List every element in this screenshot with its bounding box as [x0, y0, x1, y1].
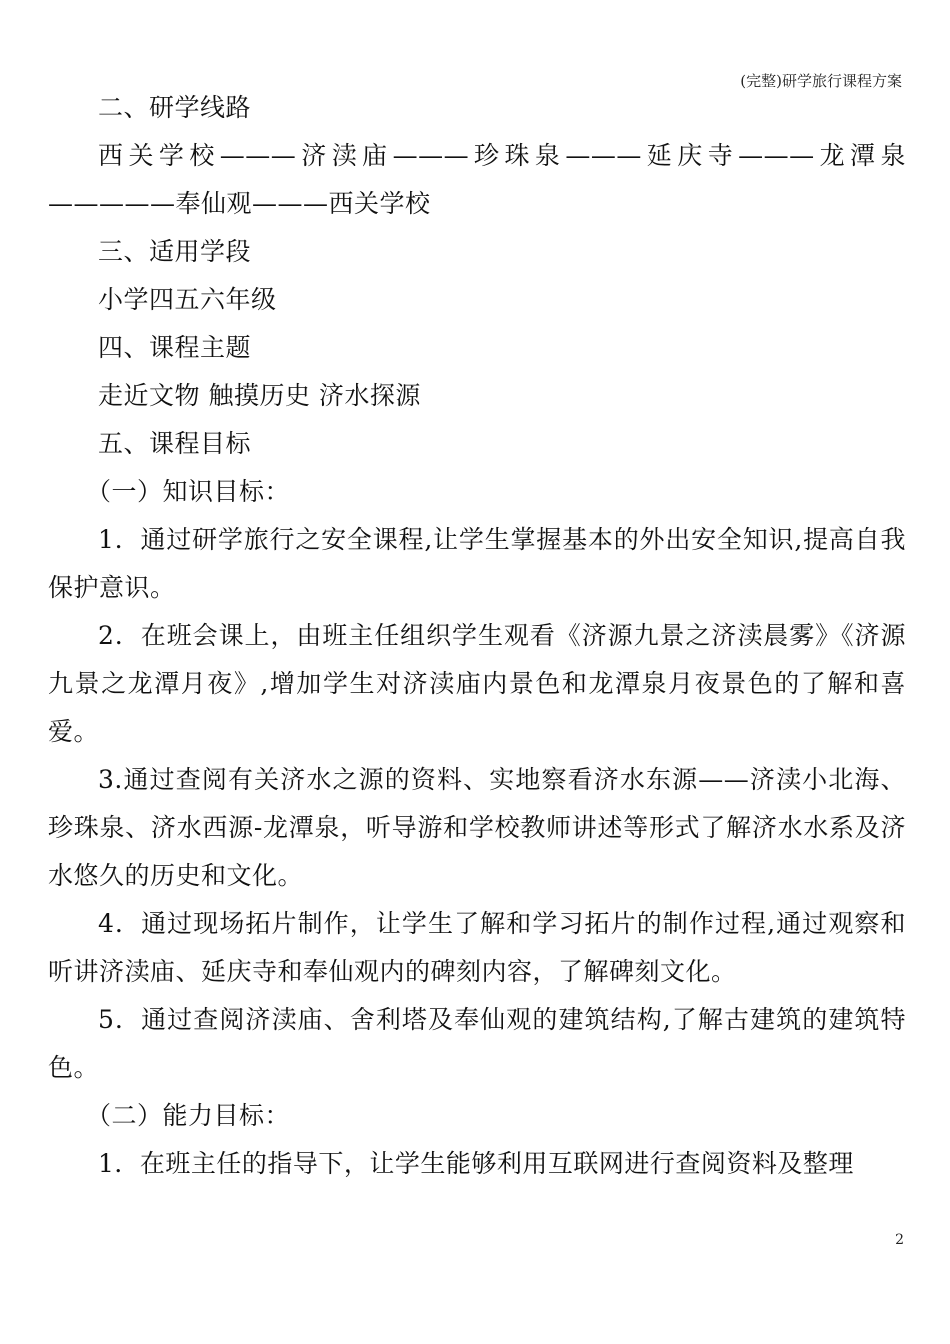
document-body: [48, 84, 906, 1188]
page-number: 2: [895, 1232, 904, 1248]
subheading-ability: （二）能力目标：: [86, 1101, 291, 1130]
section-heading-grade: 三、适用学段: [98, 237, 252, 266]
running-header: (完整)研学旅行课程方案: [740, 72, 902, 90]
knowledge-item-3: 3.通过查阅有关济水之源的资料、实地察看济水东源——济渎小北海、珍珠泉、济水西源-龙潭泉，听导游和学校教师讲述等形式了解济水水系及济水悠久的历史和文化。: [48, 765, 906, 890]
section-heading-theme: 四、课程主题: [98, 333, 252, 362]
section-heading-goals: 五、课程目标: [98, 429, 252, 458]
knowledge-item-2: 2．在班会课上，由班主任组织学生观看《济源九景之济渎晨雾》《济源九景之龙潭月夜》,增加学生对济渎庙内景色和龙潭泉月夜景色的了解和喜爱。: [48, 621, 906, 746]
theme-paragraph: 走近文物 触摸历史 济水探源: [98, 381, 421, 410]
knowledge-item-1: 1．通过研学旅行之安全课程,让学生掌握基本的外出安全知识,提高自我保护意识。: [48, 525, 906, 602]
route-paragraph: 西关学校———济渎庙———珍珠泉———延庆寺———龙潭泉—————奉仙观———西关学校: [48, 141, 906, 218]
ability-item-1: 1．在班主任的指导下，让学生能够利用互联网进行查阅资料及整理: [98, 1149, 854, 1178]
section-heading-route: 二、研学线路: [98, 93, 252, 122]
knowledge-item-4: 4．通过现场拓片制作，让学生了解和学习拓片的制作过程,通过观察和听讲济渎庙、延庆寺和奉仙观内的碑刻内容，了解碑刻文化。: [48, 909, 906, 986]
grade-paragraph: 小学四五六年级: [98, 285, 277, 314]
subheading-knowledge: （一）知识目标：: [86, 477, 291, 506]
knowledge-item-5: 5．通过查阅济渎庙、舍利塔及奉仙观的建筑结构,了解古建筑的建筑特色。: [48, 1005, 906, 1082]
